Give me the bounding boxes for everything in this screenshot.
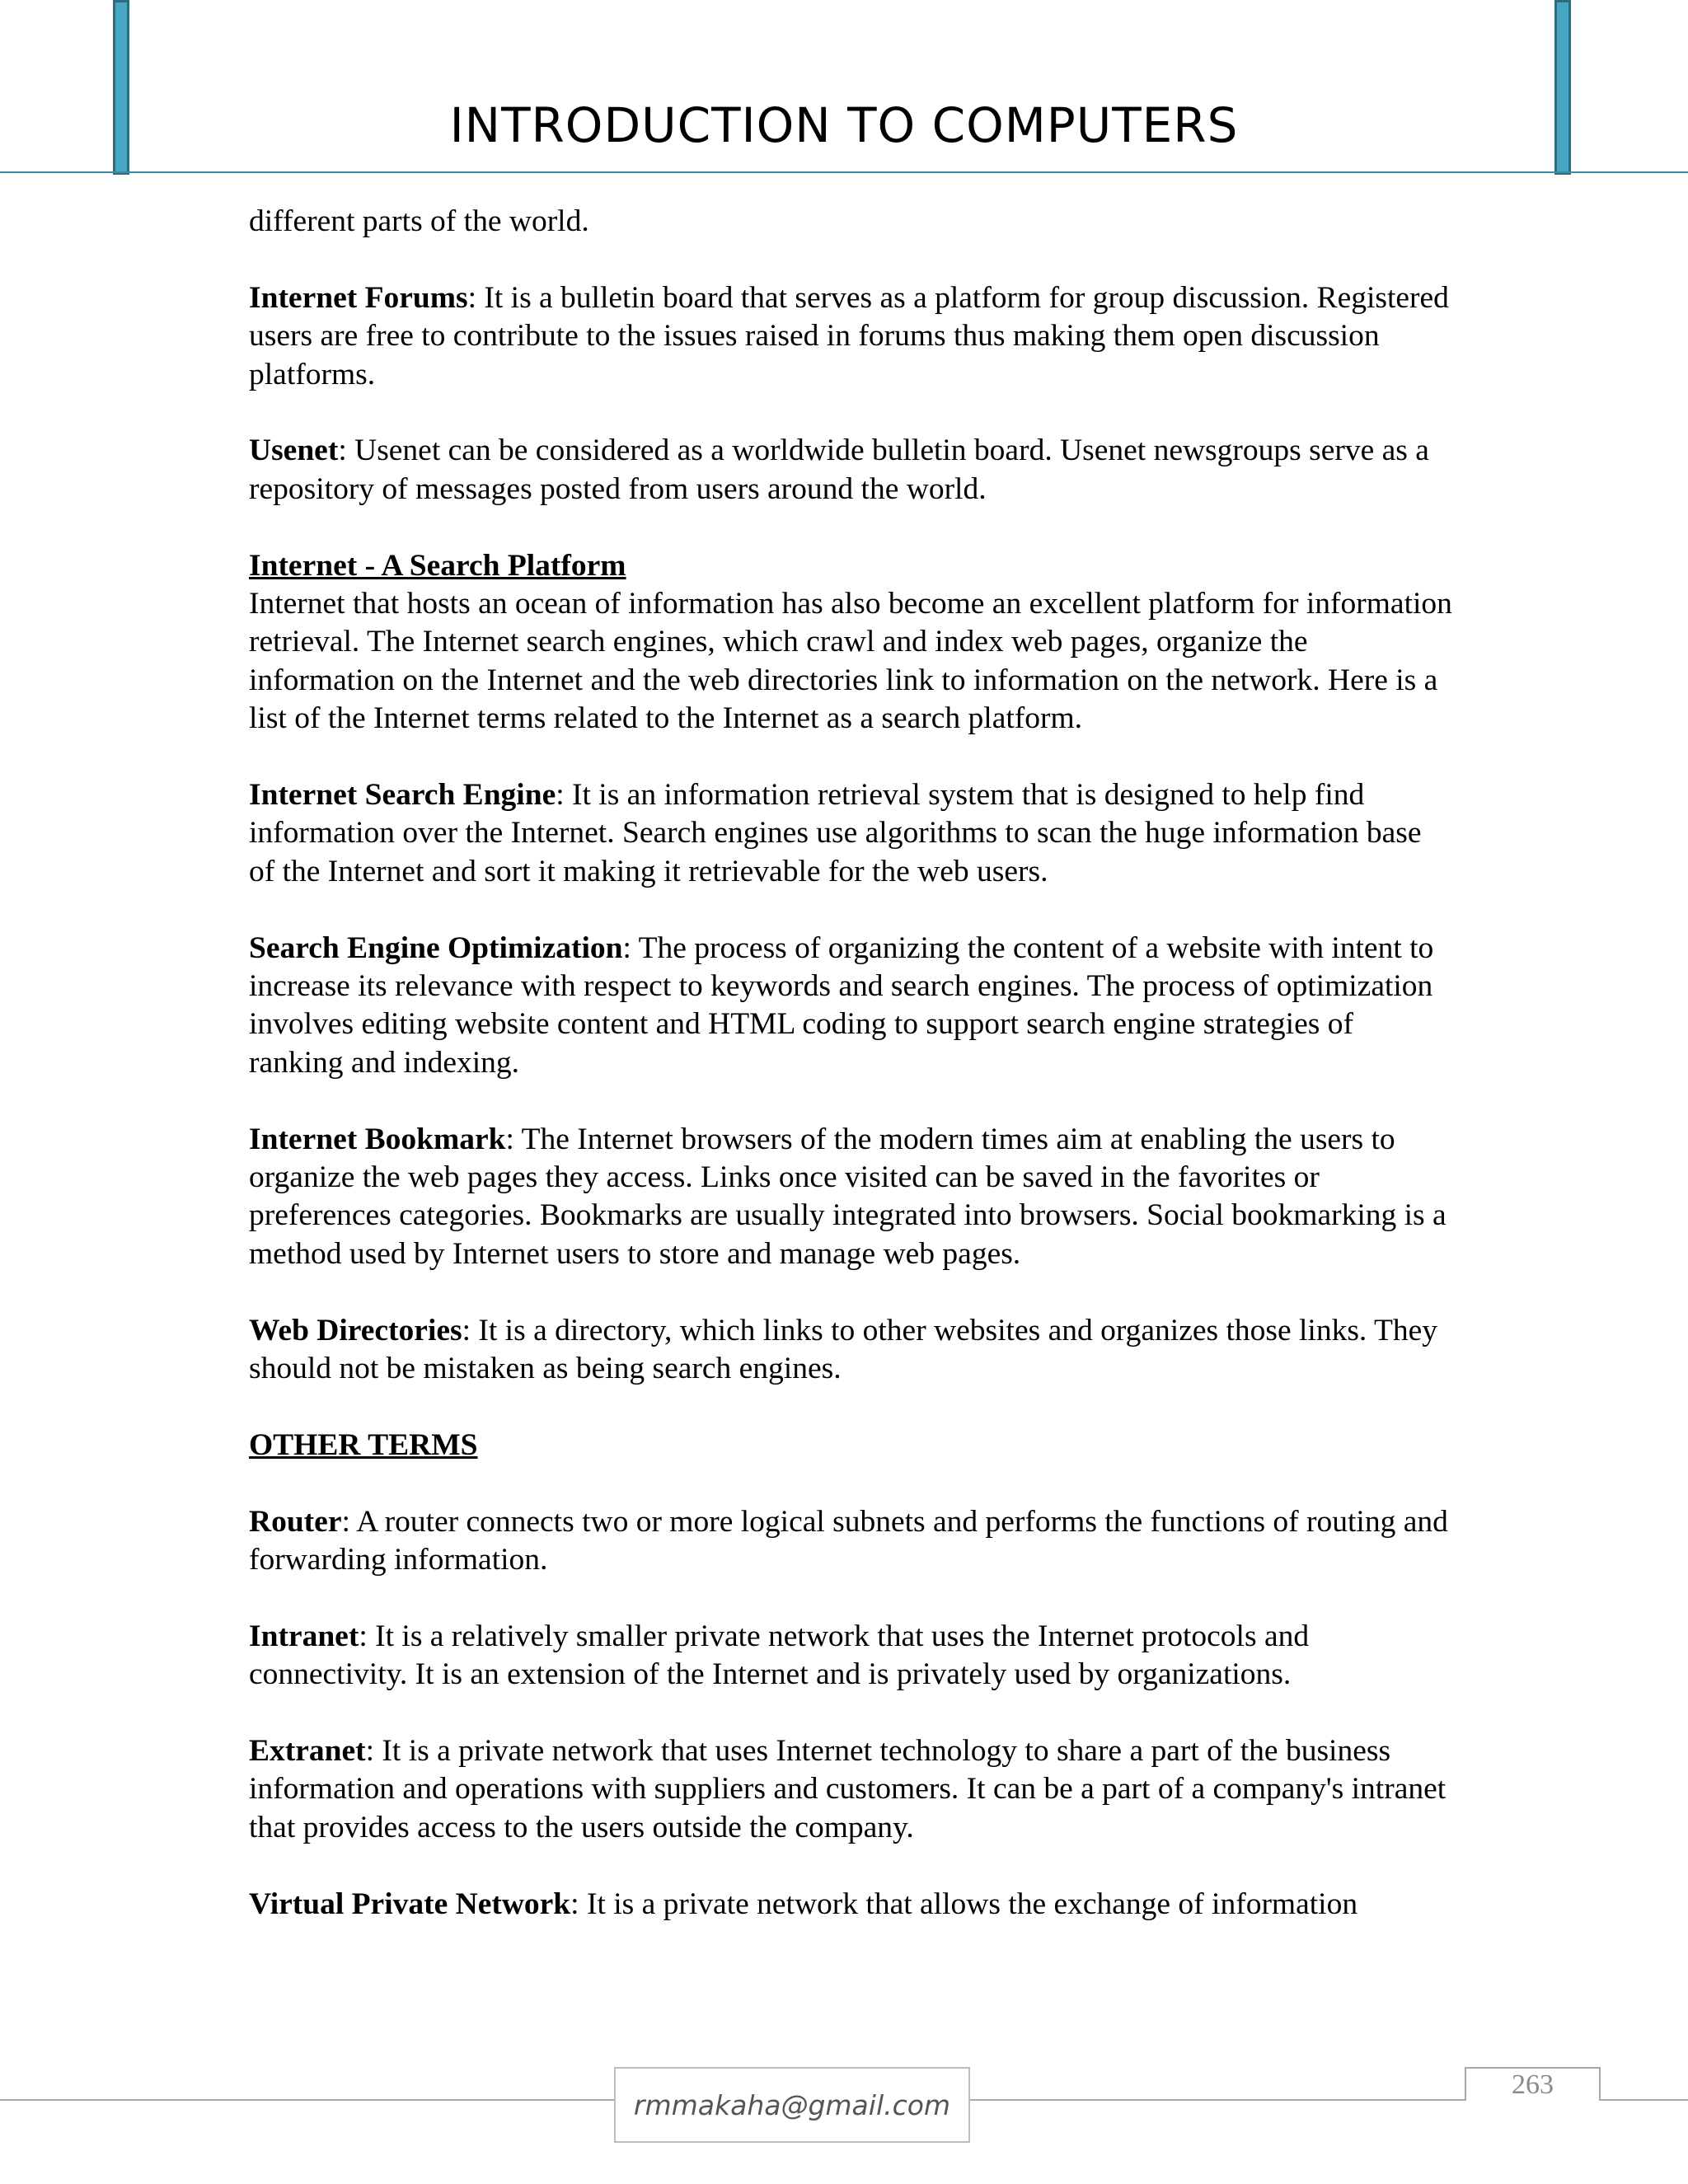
definition-usenet — [249, 432, 1452, 509]
definition-text: : It is a relatively smaller private network that uses the Internet protocols and connectivity. It is an extension of the Internet and is privately used by organizations. — [249, 1619, 1310, 1692]
section-search-platform-text: Internet that hosts an ocean of information has also become an excellent platform for information retrieval. The Internet search engines, which crawl and index web pages, organize the information on the Internet and the web directories link to information on the network. Here is a list of the Internet terms related to the Internet as a search platform. — [249, 587, 1452, 736]
definition-text: : It is a private network that allows the exchange of information — [570, 1886, 1358, 1921]
section-heading-search-platform: Internet - A Search Platform — [249, 548, 626, 583]
definition-text: : A router connects two or more logical subnets and performs the functions of routing and forwarding information. — [249, 1504, 1448, 1577]
term: Usenet — [249, 434, 339, 468]
definition-internet-bookmark — [249, 1121, 1452, 1274]
definition-text: : It is an information retrieval system that is designed to help find information over the Internet. Search engines use algorithms to scan the huge information base of the Internet and sort it making it retrievable for the web users. — [249, 778, 1422, 888]
term: Internet Bookmark — [249, 1122, 506, 1156]
footer-email: rmmakaha@gmail.com — [614, 2067, 970, 2143]
term: Extranet — [249, 1734, 366, 1769]
header-rule — [0, 171, 1688, 173]
definition-internet-forums — [249, 279, 1452, 394]
page-content — [249, 203, 1452, 1924]
definition-web-directories — [249, 1312, 1452, 1389]
definition-internet-search-engine — [249, 776, 1452, 891]
term: Internet Search Engine — [249, 778, 556, 813]
definition-text: : The process of organizing the content of a website with intent to increase its relevance with respect to keywords and search engines. The process of optimization involves editing website content and HTML coding to support search engine strategies of ranking and indexing. — [249, 930, 1434, 1080]
intro-continuation: different parts of the world. — [249, 204, 589, 238]
footer-rule-right — [1601, 2099, 1688, 2101]
term: Router — [249, 1504, 342, 1539]
term: Virtual Private Network — [249, 1886, 571, 1921]
definition-search-engine-optimization — [249, 930, 1452, 1083]
definition-router — [249, 1503, 1452, 1580]
definition-virtual-private-network — [249, 1886, 1452, 1924]
definition-text: : It is a private network that uses Internet technology to share a part of the business information and operations with suppliers and customers. It can be a part of a company's intranet that provides access to the users outside the company. — [249, 1734, 1447, 1844]
term: Web Directories — [249, 1313, 462, 1347]
page-header-title: INTRODUCTION TO COMPUTERS — [449, 97, 1239, 153]
definition-text: : It is a directory, which links to other websites and organizes those links. They should not be mistaken as being search engines. — [249, 1313, 1438, 1386]
definition-text: : It is a bulletin board that serves as a platform for group discussion. Registered users are free to contribute to the issues raised in forums thus making them open discussion platforms. — [249, 280, 1449, 391]
term: Internet Forums — [249, 280, 468, 315]
definition-text: : Usenet can be considered as a worldwide bulletin board. Usenet newsgroups serve as a repository of messages posted from users around the world. — [249, 434, 1429, 506]
page-number: 263 — [1465, 2067, 1601, 2101]
term: Search Engine Optimization — [249, 930, 623, 965]
term: Intranet — [249, 1619, 359, 1653]
section-heading-other-terms: OTHER TERMS — [249, 1427, 478, 1462]
footer-rule-left — [0, 2099, 614, 2101]
definition-text: : The Internet browsers of the modern times aim at enabling the users to organize the web pages they access. Links once visited can be saved in the favorites or preferences categories. Bookmarks are usually integrated into browsers. Social bookmarking is a method used by Internet users to store and manage web pages. — [249, 1122, 1447, 1271]
definition-intranet — [249, 1618, 1452, 1694]
definition-extranet — [249, 1732, 1452, 1847]
footer-rule-middle — [970, 2099, 1465, 2101]
